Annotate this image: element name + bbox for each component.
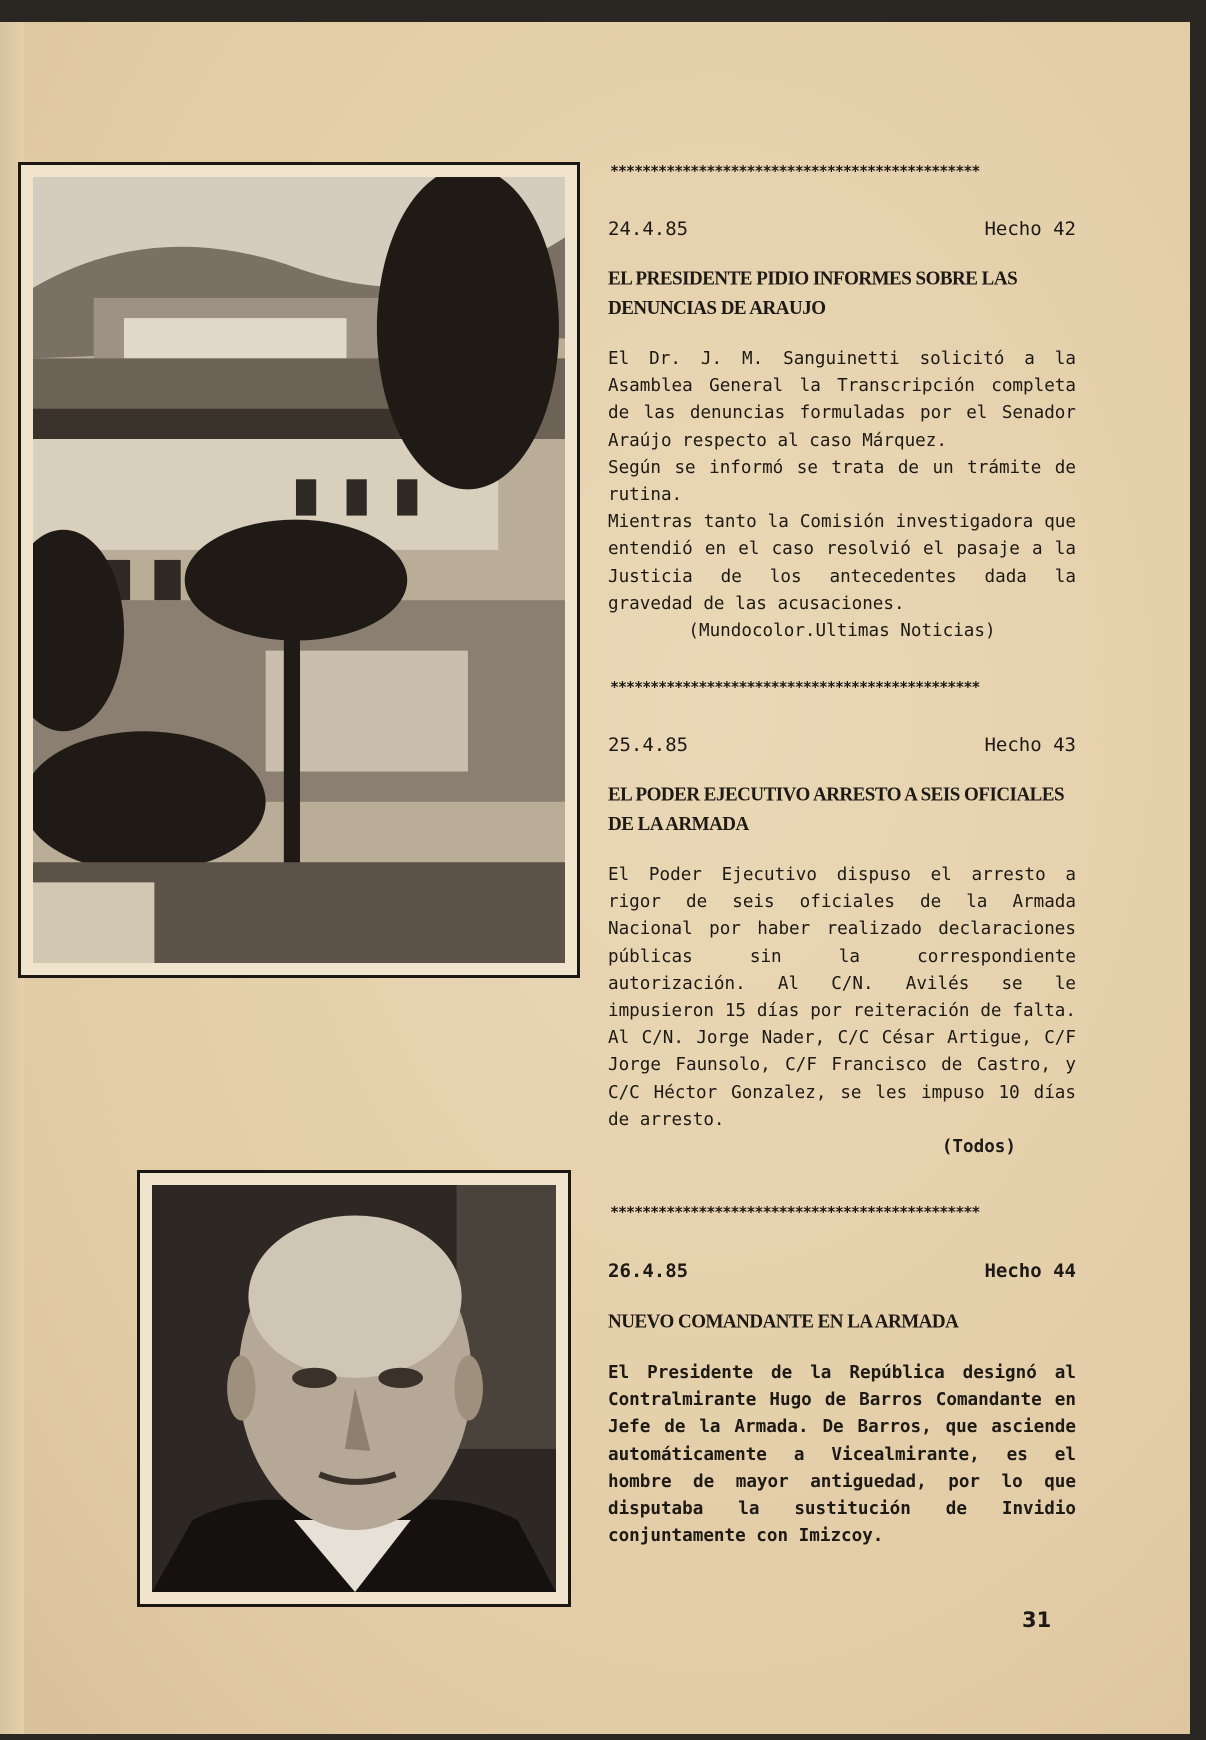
entry-date: 24.4.85 bbox=[608, 218, 689, 240]
entry-meta bbox=[608, 218, 1076, 240]
entry-hecho: Hecho 44 bbox=[984, 1260, 1076, 1282]
entry-headline: NUEVO COMANDANTE EN LA ARMADA bbox=[608, 1310, 959, 1333]
entry-source: (Mundocolor.Ultimas Noticias) bbox=[688, 621, 996, 642]
entry-body bbox=[608, 346, 1076, 618]
entry-paragraph: El Poder Ejecutivo dispuso el arresto a rigor de seis oficiales de la Armada Nacional por haber realizado declaraciones públicas sin la correspondiente autorización. Al C/N. Avilés se le impusieron 15 días por reiteración de falta. Al C/N. Jorge Nader, C/C César Artigue, C/F Jorge Faunsolo, C/F Francisco de Castro, y C/C Héctor Gonzalez, se les impuso 10 días de arresto. bbox=[608, 865, 1076, 1130]
news-entry bbox=[608, 1260, 1076, 1550]
entry-paragraph: El Dr. J. M. Sanguinetti solicitó a la Asamblea General la Transcripción completa de las denuncias formuladas por el Senador Araújo respecto al caso Márquez. bbox=[608, 349, 1076, 451]
entry-date: 26.4.85 bbox=[608, 1260, 689, 1282]
separator-line: ********************************************** bbox=[610, 162, 980, 180]
entry-paragraph: El Presidente de la República designó al Contralmirante Hugo de Barros Comandante en Jefe de la Armada. De Barros, que asciende automáticamente a Vicealmirante, es el hombre de mayor antiguedad, por lo que disputaba la sustitución de Invidio conjuntamente con Imizcoy. bbox=[608, 1363, 1076, 1547]
entry-source: (Todos) bbox=[941, 1137, 1016, 1158]
separator-line: ********************************************** bbox=[610, 1203, 980, 1221]
entry-hecho: Hecho 43 bbox=[984, 734, 1076, 756]
entry-date: 25.4.85 bbox=[608, 734, 689, 756]
entry-meta bbox=[608, 1260, 1076, 1282]
building-photo-graphic bbox=[33, 177, 565, 963]
news-entry bbox=[608, 218, 1076, 645]
entry-body bbox=[608, 862, 1076, 1134]
entry-headline: EL PODER EJECUTIVO ARRESTO A SEIS OFICIALES DE LA ARMADA bbox=[608, 783, 1065, 836]
entry-paragraph: Según se informó se trata de un trámite de rutina. bbox=[608, 457, 1076, 506]
separator-line: ********************************************** bbox=[610, 678, 980, 696]
portrait-photo-graphic bbox=[152, 1185, 556, 1592]
photo-portrait bbox=[137, 1170, 571, 1607]
entry-meta bbox=[608, 734, 1076, 756]
entry-headline: EL PRESIDENTE PIDIO INFORMES SOBRE LAS DENUNCIAS DE ARAUJO bbox=[608, 267, 1018, 320]
photo-building bbox=[18, 162, 580, 978]
page-number: 31 bbox=[1022, 1608, 1052, 1632]
news-entry bbox=[608, 734, 1076, 1161]
entry-hecho: Hecho 42 bbox=[984, 218, 1076, 240]
entry-paragraph: Mientras tanto la Comisión investigadora que entendió en el caso resolvió el pasaje a la Justicia de los antecedentes dada la gravedad de las acusaciones. bbox=[608, 512, 1076, 614]
entry-body bbox=[608, 1360, 1076, 1550]
